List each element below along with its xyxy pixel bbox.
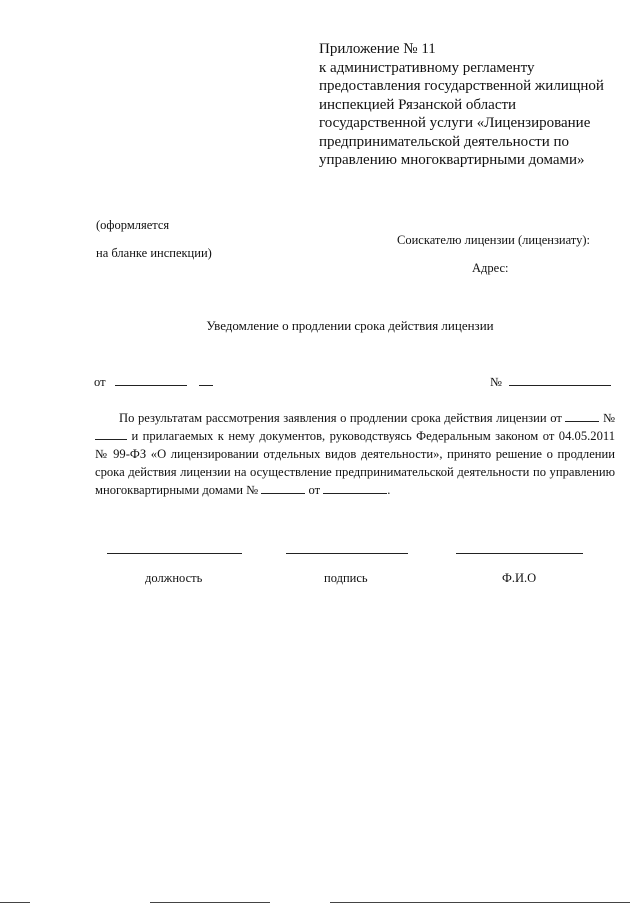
appendix-line: предпринимательской деятельности по [319, 133, 570, 150]
number-blank [509, 385, 611, 386]
appendix-line: инспекцией Рязанской области [319, 96, 517, 113]
position-signature-line [107, 553, 242, 554]
appendix-block [319, 40, 619, 170]
appendix-line: к административному регламенту [319, 59, 535, 76]
license-number-blank [261, 493, 305, 494]
application-date-blank [565, 421, 599, 422]
application-number-blank [95, 439, 127, 440]
notice-paragraph: По результатам рассмотрения заявления о продлении срока действия лицензии от № и прилагаемых к нему документов, руководствуясь Федеральным законом от 04.05.2011 № 99-ФЗ «О лицензировании отдельных видов деятельности», принято решение о продлении срока действия лицензии на осуществление предпринимательской деятельности по управлению многоквартирными домами № от . [95, 411, 615, 497]
notice-body [95, 409, 615, 499]
number-field [490, 375, 611, 390]
appendix-line: предоставления государственной жилищной [319, 78, 604, 94]
form-note-line2: на бланке инспекции) [96, 246, 212, 260]
scan-edge-line [330, 902, 630, 903]
from-label: от [94, 375, 106, 389]
date-field [94, 375, 213, 390]
appendix-line: управлению многоквартирными домами» [319, 152, 585, 168]
signature-line [286, 553, 408, 554]
document-title: Уведомление о продлении срока действия лицензии [206, 318, 494, 333]
recipient-label: Соискателю лицензии (лицензиату): [397, 233, 590, 247]
address-label: Адрес: [472, 261, 509, 275]
appendix-line: Приложение № 11 [319, 41, 436, 57]
date-year-blank [199, 385, 213, 386]
date-blank [115, 385, 187, 386]
number-label: № [490, 375, 502, 389]
license-date-blank [323, 493, 387, 494]
appendix-line: государственной услуги «Лицензирование [319, 115, 591, 131]
form-note-line1: (оформляется [96, 218, 170, 232]
name-signature-line [456, 553, 583, 554]
scan-edge-line [0, 902, 30, 903]
scan-edge-line [150, 902, 270, 903]
position-label: должность [145, 571, 203, 585]
signature-label: подпись [324, 571, 368, 585]
name-label: Ф.И.О [502, 571, 537, 585]
